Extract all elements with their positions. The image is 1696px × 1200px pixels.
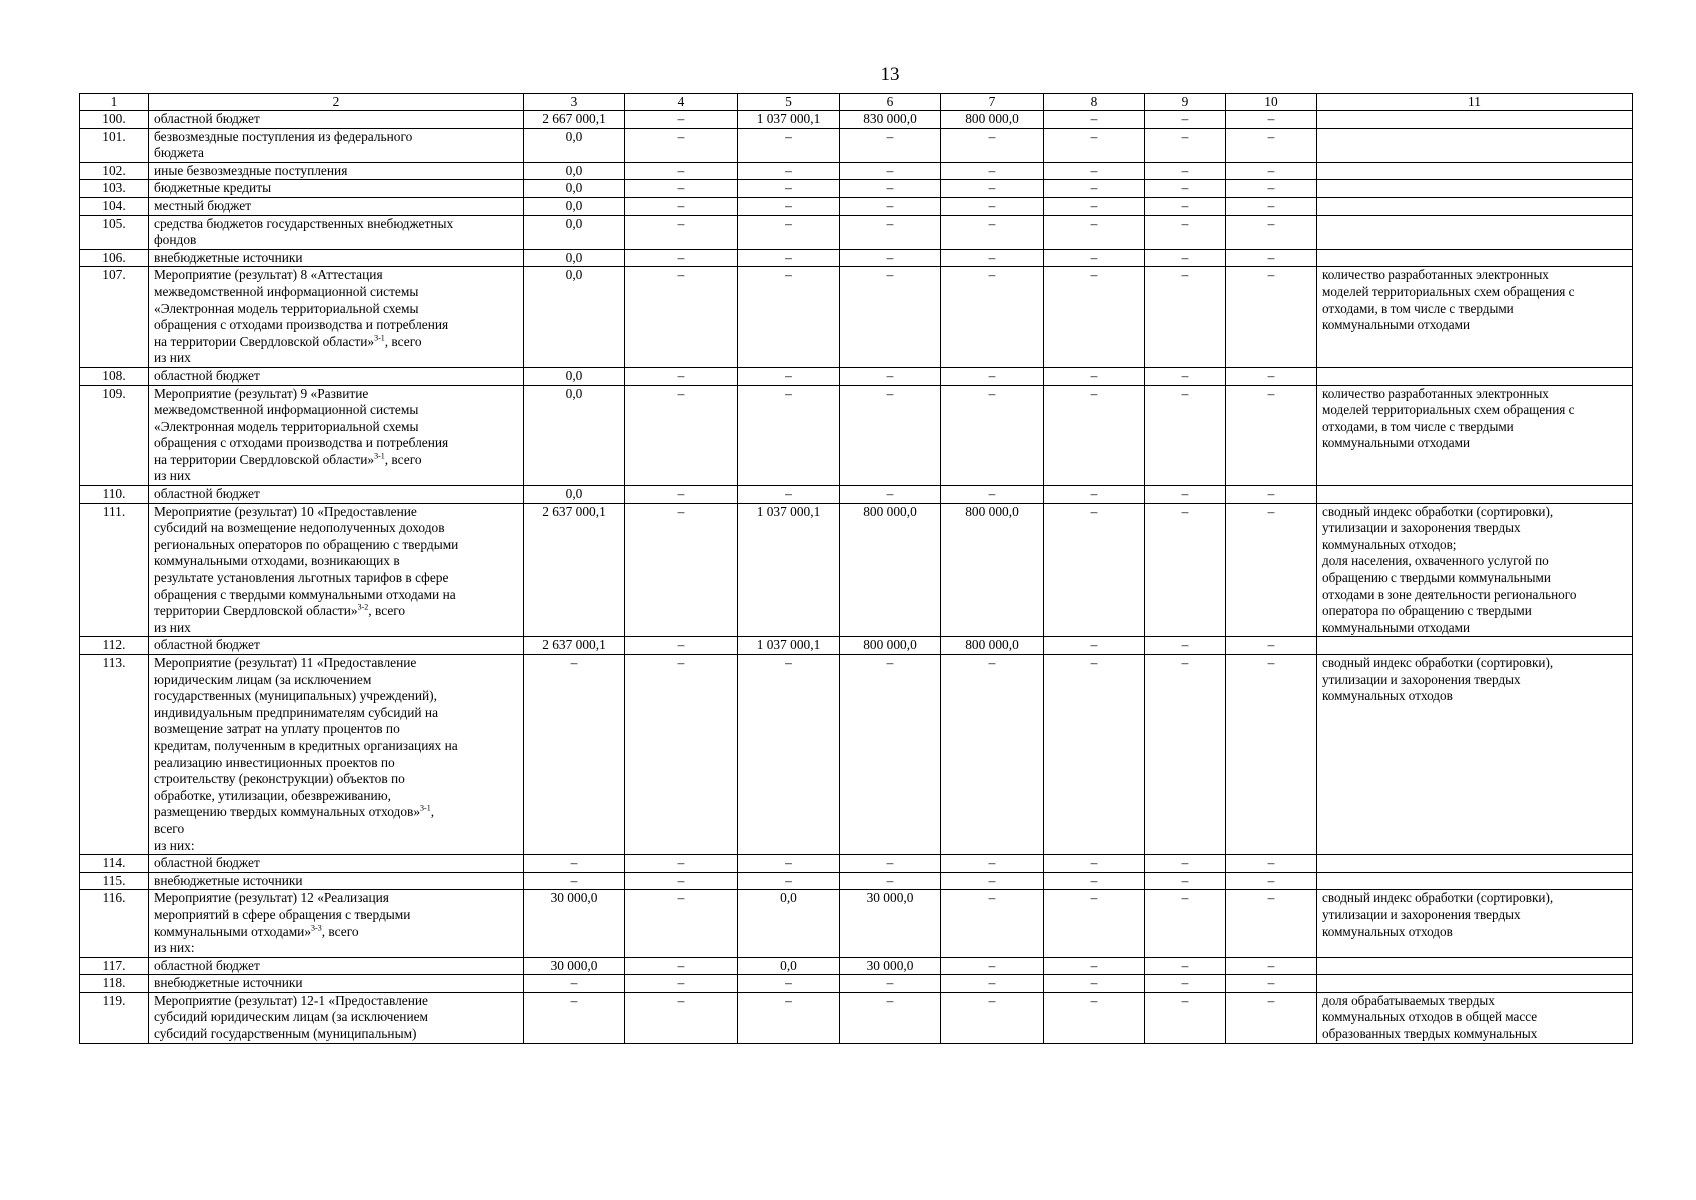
amount-cell-c6: 830 000,0 — [840, 111, 941, 129]
amount-cell-c5: 1 037 000,1 — [738, 503, 840, 637]
amount-cell-c10: – — [1226, 180, 1317, 198]
table-row — [80, 385, 1633, 486]
item-name-cell — [149, 655, 524, 855]
amount-cell-c10: – — [1226, 111, 1317, 129]
row-number-cell: 108. — [80, 367, 149, 385]
amount-cell-c8: – — [1044, 267, 1145, 368]
amount-cell-c6: 800 000,0 — [840, 637, 941, 655]
amount-cell-c9: – — [1145, 957, 1226, 975]
item-name-text: Мероприятие (результат) 12 «Реализация мероприятий в сфере обращения с твердыми коммунальными отходами» — [154, 890, 411, 939]
item-name-cell — [149, 128, 524, 162]
amount-cell-c3: – — [524, 655, 625, 855]
table-row — [80, 128, 1633, 162]
target-indicator-cell — [1317, 855, 1633, 873]
item-name-cell — [149, 367, 524, 385]
column-header: 4 — [625, 94, 738, 111]
table-row — [80, 486, 1633, 504]
item-name-text: Мероприятие (результат) 11 «Предоставление юридическим лицам (за исключением государственных (муниципальных) учреждений), индивидуальным предпринимателям субсидий на возмещение затрат на уплату процентов по кредитам, полученным в кредитных организациях на реализацию инвестиционных проектов по строительству (реконструкции) объектов по обработке, утилизации, обезвреживанию, размещению твердых коммунальных отходов» — [154, 655, 458, 820]
amount-cell-c4: – — [625, 855, 738, 873]
amount-cell-c10: – — [1226, 162, 1317, 180]
amount-cell-c10: – — [1226, 872, 1317, 890]
table-row — [80, 855, 1633, 873]
amount-cell-c6: – — [840, 975, 941, 993]
amount-cell-c6: 800 000,0 — [840, 503, 941, 637]
amount-cell-c7: – — [941, 957, 1044, 975]
amount-cell-c4: – — [625, 957, 738, 975]
amount-cell-c8: – — [1044, 385, 1145, 486]
amount-cell-c6: – — [840, 992, 941, 1043]
item-name-text: местный бюджет — [154, 197, 252, 213]
amount-cell-c4: – — [625, 890, 738, 957]
row-number-cell: 100. — [80, 111, 149, 129]
amount-cell-c10: – — [1226, 486, 1317, 504]
amount-cell-c10: – — [1226, 890, 1317, 957]
amount-cell-c6: 30 000,0 — [840, 957, 941, 975]
item-name-tail: , всего из них — [154, 451, 422, 484]
target-indicator-cell — [1317, 872, 1633, 890]
amount-cell-c9: – — [1145, 128, 1226, 162]
table-row — [80, 215, 1633, 249]
amount-cell-c6: – — [840, 215, 941, 249]
amount-cell-c4: – — [625, 162, 738, 180]
item-name-cell — [149, 855, 524, 873]
amount-cell-c10: – — [1226, 267, 1317, 368]
amount-cell-c3: 0,0 — [524, 215, 625, 249]
amount-cell-c4: – — [625, 503, 738, 637]
amount-cell-c5: 0,0 — [738, 890, 840, 957]
column-header: 1 — [80, 94, 149, 111]
row-number-cell: 102. — [80, 162, 149, 180]
amount-cell-c10: – — [1226, 503, 1317, 637]
row-number-cell: 112. — [80, 637, 149, 655]
target-indicator-cell — [1317, 486, 1633, 504]
target-indicator-cell — [1317, 637, 1633, 655]
amount-cell-c5: – — [738, 197, 840, 215]
amount-cell-c3: 0,0 — [524, 367, 625, 385]
table-row — [80, 975, 1633, 993]
footnote-mark: 3-1 — [374, 451, 385, 461]
amount-cell-c8: – — [1044, 637, 1145, 655]
amount-cell-c3: 0,0 — [524, 197, 625, 215]
amount-cell-c6: – — [840, 249, 941, 267]
item-name-text: средства бюджетов государственных внебюджетных фондов — [154, 215, 454, 248]
amount-cell-c9: – — [1145, 367, 1226, 385]
amount-cell-c10: – — [1226, 197, 1317, 215]
footnote-mark: 3-3 — [311, 923, 322, 933]
column-number-row — [80, 94, 1633, 111]
column-header: 3 — [524, 94, 625, 111]
amount-cell-c8: – — [1044, 655, 1145, 855]
row-number-cell: 106. — [80, 249, 149, 267]
amount-cell-c7: – — [941, 267, 1044, 368]
amount-cell-c8: – — [1044, 162, 1145, 180]
item-name-text: областной бюджет — [154, 111, 260, 126]
amount-cell-c5: – — [738, 655, 840, 855]
amount-cell-c9: – — [1145, 215, 1226, 249]
amount-cell-c4: – — [625, 385, 738, 486]
amount-cell-c5: 1 037 000,1 — [738, 637, 840, 655]
item-name-tail: , всего из них: — [154, 923, 359, 956]
item-name-text: бюджетные кредиты — [154, 180, 272, 196]
amount-cell-c6: – — [840, 655, 941, 855]
amount-cell-c10: – — [1226, 992, 1317, 1043]
amount-cell-c6: – — [840, 267, 941, 368]
amount-cell-c3: – — [524, 855, 625, 873]
item-name-cell — [149, 872, 524, 890]
item-name-cell — [149, 267, 524, 368]
amount-cell-c7: 800 000,0 — [941, 111, 1044, 129]
page-number: 13 — [880, 64, 900, 85]
amount-cell-c9: – — [1145, 385, 1226, 486]
amount-cell-c9: – — [1145, 855, 1226, 873]
amount-cell-c5: – — [738, 267, 840, 368]
item-name-text: безвозмездные поступления из федерального бюджета — [154, 128, 413, 161]
row-number-cell: 107. — [80, 267, 149, 368]
table-row — [80, 872, 1633, 890]
amount-cell-c3: 0,0 — [524, 486, 625, 504]
amount-cell-c6: – — [840, 197, 941, 215]
item-name-cell — [149, 111, 524, 129]
amount-cell-c3: 0,0 — [524, 267, 625, 368]
target-indicator-cell — [1317, 197, 1633, 215]
item-name-cell — [149, 992, 524, 1043]
table-row — [80, 111, 1633, 129]
item-name-text: областной бюджет — [154, 367, 260, 383]
amount-cell-c3: – — [524, 992, 625, 1043]
amount-cell-c4: – — [625, 249, 738, 267]
item-name-text: иные безвозмездные поступления — [154, 162, 348, 178]
footnote-mark: 3-1 — [420, 803, 431, 813]
table-body — [80, 94, 1633, 1044]
row-number-cell: 116. — [80, 890, 149, 957]
table-row — [80, 637, 1633, 655]
amount-cell-c3: 2 667 000,1 — [524, 111, 625, 129]
amount-cell-c4: – — [625, 180, 738, 198]
amount-cell-c6: – — [840, 162, 941, 180]
amount-cell-c9: – — [1145, 267, 1226, 368]
item-name-cell — [149, 162, 524, 180]
row-number-cell: 103. — [80, 180, 149, 198]
target-indicator-cell: сводный индекс обработки (сортировки), утилизации и захоронения твердых коммунальных отходов — [1317, 655, 1633, 855]
amount-cell-c3: 30 000,0 — [524, 890, 625, 957]
row-number-cell: 118. — [80, 975, 149, 993]
amount-cell-c4: – — [625, 655, 738, 855]
amount-cell-c10: – — [1226, 957, 1317, 975]
amount-cell-c4: – — [625, 111, 738, 129]
amount-cell-c4: – — [625, 992, 738, 1043]
amount-cell-c3: 0,0 — [524, 180, 625, 198]
amount-cell-c9: – — [1145, 975, 1226, 993]
amount-cell-c8: – — [1044, 180, 1145, 198]
amount-cell-c7: – — [941, 180, 1044, 198]
item-name-cell — [149, 197, 524, 215]
column-header: 6 — [840, 94, 941, 111]
amount-cell-c8: – — [1044, 503, 1145, 637]
item-name-text: областной бюджет — [154, 855, 260, 871]
amount-cell-c5: – — [738, 128, 840, 162]
item-name-tail: , всего из них: — [154, 804, 435, 853]
amount-cell-c9: – — [1145, 890, 1226, 957]
table-row — [80, 162, 1633, 180]
table-row — [80, 197, 1633, 215]
amount-cell-c8: – — [1044, 855, 1145, 873]
item-name-cell — [149, 637, 524, 655]
item-name-text: Мероприятие (результат) 10 «Предоставление субсидий на возмещение недополученных доходов региональных операторов по обращению с твердыми коммунальными отходами, возникающих в результате установления льготных тарифов в сфере обращения с твердыми коммунальными отходами на территории Свердловской области» — [154, 503, 459, 619]
item-name-cell — [149, 890, 524, 957]
target-indicator-cell: сводный индекс обработки (сортировки), утилизации и захоронения твердых коммунальных отходов; доля населения, охваченного услугой по обращению с твердыми коммунальными отходами в зоне деятельности регионального оператора по обращению с твердыми коммунальными отходами — [1317, 503, 1633, 637]
amount-cell-c4: – — [625, 267, 738, 368]
column-header: 9 — [1145, 94, 1226, 111]
table-row — [80, 503, 1633, 637]
amount-cell-c6: – — [840, 128, 941, 162]
footnote-mark: 3-2 — [357, 602, 369, 612]
amount-cell-c7: – — [941, 249, 1044, 267]
program-financing-table — [79, 93, 1633, 1044]
row-number-cell: 109. — [80, 385, 149, 486]
amount-cell-c4: – — [625, 872, 738, 890]
amount-cell-c6: – — [840, 486, 941, 504]
item-name-cell — [149, 249, 524, 267]
amount-cell-c10: – — [1226, 385, 1317, 486]
amount-cell-c6: – — [840, 180, 941, 198]
amount-cell-c5: – — [738, 367, 840, 385]
column-header: 5 — [738, 94, 840, 111]
amount-cell-c9: – — [1145, 872, 1226, 890]
amount-cell-c5: – — [738, 992, 840, 1043]
amount-cell-c5: – — [738, 872, 840, 890]
table-row — [80, 992, 1633, 1043]
row-number-cell: 105. — [80, 215, 149, 249]
table-row — [80, 890, 1633, 957]
amount-cell-c9: – — [1145, 197, 1226, 215]
table-row — [80, 655, 1633, 855]
amount-cell-c8: – — [1044, 957, 1145, 975]
amount-cell-c7: – — [941, 890, 1044, 957]
amount-cell-c6: – — [840, 367, 941, 385]
amount-cell-c10: – — [1226, 367, 1317, 385]
amount-cell-c10: – — [1226, 975, 1317, 993]
amount-cell-c7: – — [941, 162, 1044, 180]
amount-cell-c10: – — [1226, 249, 1317, 267]
table-row — [80, 267, 1633, 368]
amount-cell-c7: – — [941, 655, 1044, 855]
amount-cell-c4: – — [625, 486, 738, 504]
amount-cell-c3: – — [524, 872, 625, 890]
amount-cell-c5: – — [738, 249, 840, 267]
amount-cell-c3: 0,0 — [524, 385, 625, 486]
item-name-cell — [149, 503, 524, 637]
amount-cell-c4: – — [625, 975, 738, 993]
amount-cell-c9: – — [1145, 655, 1226, 855]
amount-cell-c4: – — [625, 637, 738, 655]
amount-cell-c9: – — [1145, 162, 1226, 180]
amount-cell-c9: – — [1145, 180, 1226, 198]
row-number-cell: 115. — [80, 872, 149, 890]
amount-cell-c9: – — [1145, 249, 1226, 267]
row-number-cell: 101. — [80, 128, 149, 162]
row-number-cell: 111. — [80, 503, 149, 637]
amount-cell-c7: – — [941, 367, 1044, 385]
target-indicator-cell — [1317, 215, 1633, 249]
amount-cell-c3: – — [524, 975, 625, 993]
amount-cell-c7: 800 000,0 — [941, 637, 1044, 655]
column-header: 10 — [1226, 94, 1317, 111]
amount-cell-c6: – — [840, 385, 941, 486]
target-indicator-cell — [1317, 111, 1633, 129]
amount-cell-c7: – — [941, 128, 1044, 162]
amount-cell-c4: – — [625, 367, 738, 385]
amount-cell-c3: 30 000,0 — [524, 957, 625, 975]
item-name-text: Мероприятие (результат) 9 «Развитие межведомственной информационной системы «Электронная модель территориальной схемы обращения с отходами производства и потребления на территории Свердловской области» — [154, 385, 449, 467]
amount-cell-c6: – — [840, 855, 941, 873]
target-indicator-cell — [1317, 957, 1633, 975]
target-indicator-cell: количество разработанных электронных моделей территориальных схем обращения с отходами, в том числе с твердыми коммунальными отходами — [1317, 267, 1633, 368]
item-name-text: внебюджетные источники — [154, 872, 303, 888]
amount-cell-c5: – — [738, 162, 840, 180]
row-number-cell: 119. — [80, 992, 149, 1043]
amount-cell-c5: – — [738, 180, 840, 198]
table-row — [80, 249, 1633, 267]
amount-cell-c8: – — [1044, 111, 1145, 129]
target-indicator-cell — [1317, 249, 1633, 267]
amount-cell-c9: – — [1145, 637, 1226, 655]
amount-cell-c3: 0,0 — [524, 128, 625, 162]
amount-cell-c9: – — [1145, 486, 1226, 504]
amount-cell-c7: – — [941, 992, 1044, 1043]
amount-cell-c9: – — [1145, 992, 1226, 1043]
amount-cell-c7: – — [941, 855, 1044, 873]
amount-cell-c8: – — [1044, 486, 1145, 504]
item-name-text: областной бюджет — [154, 637, 260, 653]
amount-cell-c8: – — [1044, 215, 1145, 249]
amount-cell-c10: – — [1226, 855, 1317, 873]
item-name-text: внебюджетные источники — [154, 975, 303, 991]
amount-cell-c7: – — [941, 486, 1044, 504]
amount-cell-c5: – — [738, 486, 840, 504]
column-header: 2 — [149, 94, 524, 111]
amount-cell-c8: – — [1044, 367, 1145, 385]
amount-cell-c7: – — [941, 872, 1044, 890]
amount-cell-c10: – — [1226, 655, 1317, 855]
item-name-cell — [149, 180, 524, 198]
item-name-text: областной бюджет — [154, 486, 260, 502]
column-header: 8 — [1044, 94, 1145, 111]
row-number-cell: 113. — [80, 655, 149, 855]
amount-cell-c9: – — [1145, 111, 1226, 129]
amount-cell-c7: – — [941, 975, 1044, 993]
amount-cell-c6: 30 000,0 — [840, 890, 941, 957]
target-indicator-cell — [1317, 180, 1633, 198]
amount-cell-c8: – — [1044, 872, 1145, 890]
amount-cell-c7: – — [941, 197, 1044, 215]
table-row — [80, 957, 1633, 975]
item-name-text: Мероприятие (результат) 12-1 «Предоставление субсидий юридическим лицам (за исключением субсидий государственным (муниципальным) — [154, 992, 429, 1042]
item-name-cell — [149, 975, 524, 993]
table-row — [80, 180, 1633, 198]
target-indicator-cell — [1317, 975, 1633, 993]
amount-cell-c10: – — [1226, 215, 1317, 249]
target-indicator-cell: количество разработанных электронных моделей территориальных схем обращения с отходами, в том числе с твердыми коммунальными отходами — [1317, 385, 1633, 486]
amount-cell-c6: – — [840, 872, 941, 890]
item-name-text: областной бюджет — [154, 957, 260, 973]
amount-cell-c7: – — [941, 385, 1044, 486]
row-number-cell: 104. — [80, 197, 149, 215]
amount-cell-c10: – — [1226, 128, 1317, 162]
amount-cell-c4: – — [625, 215, 738, 249]
amount-cell-c5: – — [738, 385, 840, 486]
amount-cell-c3: 2 637 000,1 — [524, 503, 625, 637]
amount-cell-c8: – — [1044, 197, 1145, 215]
amount-cell-c8: – — [1044, 975, 1145, 993]
amount-cell-c8: – — [1044, 890, 1145, 957]
item-name-text: внебюджетные источники — [154, 249, 303, 265]
amount-cell-c3: 0,0 — [524, 162, 625, 180]
amount-cell-c4: – — [625, 128, 738, 162]
item-name-tail: , всего из них — [154, 333, 422, 366]
amount-cell-c8: – — [1044, 249, 1145, 267]
amount-cell-c5: – — [738, 975, 840, 993]
amount-cell-c8: – — [1044, 128, 1145, 162]
target-indicator-cell: доля обрабатываемых твердых коммунальных отходов в общей массе образованных твердых коммунальных — [1317, 992, 1633, 1043]
footnote-mark: 3-1 — [374, 333, 385, 343]
column-header: 7 — [941, 94, 1044, 111]
amount-cell-c4: – — [625, 197, 738, 215]
amount-cell-c5: – — [738, 855, 840, 873]
column-header: 11 — [1317, 94, 1633, 111]
amount-cell-c7: 800 000,0 — [941, 503, 1044, 637]
amount-cell-c7: – — [941, 215, 1044, 249]
amount-cell-c9: – — [1145, 503, 1226, 637]
amount-cell-c5: 1 037 000,1 — [738, 111, 840, 129]
amount-cell-c10: – — [1226, 637, 1317, 655]
item-name-cell — [149, 486, 524, 504]
item-name-cell — [149, 385, 524, 486]
row-number-cell: 110. — [80, 486, 149, 504]
target-indicator-cell: сводный индекс обработки (сортировки), утилизации и захоронения твердых коммунальных отходов — [1317, 890, 1633, 957]
item-name-cell — [149, 957, 524, 975]
row-number-cell: 117. — [80, 957, 149, 975]
table-row — [80, 367, 1633, 385]
item-name-cell — [149, 215, 524, 249]
amount-cell-c3: 0,0 — [524, 249, 625, 267]
target-indicator-cell — [1317, 128, 1633, 162]
target-indicator-cell — [1317, 162, 1633, 180]
item-name-tail: , всего из них — [154, 603, 406, 635]
amount-cell-c5: – — [738, 215, 840, 249]
row-number-cell: 114. — [80, 855, 149, 873]
amount-cell-c8: – — [1044, 992, 1145, 1043]
amount-cell-c3: 2 637 000,1 — [524, 637, 625, 655]
amount-cell-c5: 0,0 — [738, 957, 840, 975]
item-name-text: Мероприятие (результат) 8 «Аттестация межведомственной информационной системы «Электронная модель территориальной схемы обращения с отходами производства и потребления на территории Свердловской области» — [154, 267, 449, 349]
target-indicator-cell — [1317, 367, 1633, 385]
